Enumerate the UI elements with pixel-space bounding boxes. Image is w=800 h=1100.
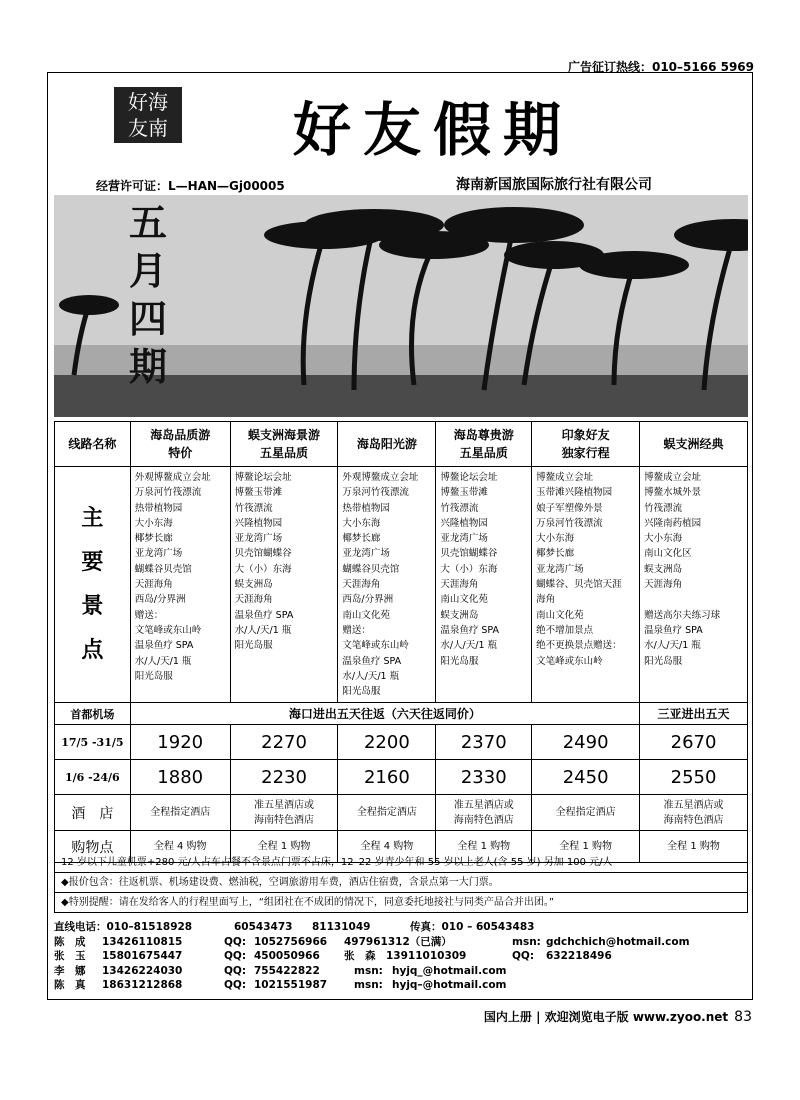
sight-item: 竹筏漂流 (644, 502, 683, 514)
sight-item: 大小东海 (134, 517, 173, 529)
sight-item: 热带植物园 (342, 502, 390, 514)
sight-item: 亚龙湾广场 (134, 548, 183, 560)
price-cell: 2330 (436, 760, 532, 795)
sight-item: 西岛/分界洲 (134, 594, 186, 606)
ad-hotline: 广告征订热线：010–5166 5969 (567, 60, 754, 74)
sight-item: 大（小）东海 (440, 563, 498, 575)
sight-item: 万泉河竹筏漂流 (134, 487, 202, 499)
sight-item: 天涯海角 (440, 579, 479, 591)
page-number: 83 (734, 1009, 752, 1025)
hotel-cell: 准五星酒店或 海南特色酒店 (640, 795, 748, 831)
sight-item: 天涯海角 (342, 579, 381, 591)
price-cell: 2200 (338, 725, 436, 760)
hotline-number: 60543473 (234, 921, 293, 933)
company-name: 海南新国旅国际旅行社有限公司 (456, 177, 652, 193)
sight-item: 娘子军塑像外景 (536, 502, 603, 514)
special-reminder-note: ◆特别提醒：请在发给客人的行程里面写上，“组团社在不成团的情况下，同意委托地接社与同类产品合并出团。” (54, 893, 748, 913)
contacts-section (54, 920, 754, 993)
sights-list (436, 467, 532, 703)
route-header-row (55, 422, 748, 467)
route-header: 蜈支洲经典 (640, 422, 748, 467)
sights-list (130, 467, 230, 703)
sight-item: 绝不更换景点赠送： (536, 640, 622, 652)
sight-item: 文笔峰或东山岭 (134, 624, 202, 636)
shopping-cell: 全程 4 购物 (130, 831, 230, 863)
sights-list (338, 467, 436, 703)
airport-label: 首都机场 (55, 703, 131, 725)
shopping-cell: 全程 1 购物 (640, 831, 748, 863)
sight-item: 海角 (536, 594, 556, 606)
shopping-cell: 全程 1 购物 (436, 831, 532, 863)
sight-item: 绝不增加景点 (536, 624, 594, 636)
issue-vertical-title: 五 月 四 期 (128, 200, 167, 389)
sight-item: 温泉鱼疗 SPA (134, 640, 194, 652)
hotel-cell: 准五星酒店或 海南特色酒店 (436, 795, 532, 831)
sight-item: 南山文化苑 (440, 594, 488, 606)
sight-item: 博鳌论坛会址 (440, 472, 498, 483)
beach-photo (54, 195, 748, 417)
sight-item: 水/人/天/1 瓶 (342, 670, 400, 682)
child-price-note: 12 岁以下儿童机票+280 元/人占车占餐不含景点门票不占床，12–22 岁青少年和 55 岁以上老人(含 55 岁) 另加 100 元/人 (54, 853, 748, 873)
notes-section (54, 853, 748, 913)
sights-list (532, 467, 640, 703)
price-row (55, 725, 748, 760)
sight-item: 温泉鱼疗 SPA (342, 655, 402, 667)
sights-list (640, 467, 748, 703)
price-cell: 2550 (640, 760, 748, 795)
sight-item: 亚龙湾广场 (536, 563, 584, 575)
sight-item: 天涯海角 (234, 594, 273, 606)
sight-item: 博鳌成立会址 (644, 472, 702, 483)
sight-item (644, 592, 743, 607)
sight-item: 水/人/天/1 瓶 (134, 655, 192, 667)
tour-price-table (54, 421, 748, 863)
sanya-header: 三亚进出五天 (640, 703, 748, 725)
sight-item: 亚龙湾广场 (342, 548, 390, 560)
sight-item: 椰梦长廊 (342, 533, 381, 545)
contact-row: 陈 成 13426110815 QQ: 1052756966 497961312（已满） msn: gdchchich@hotmail.com (54, 935, 690, 948)
sight-item: 兴隆植物园 (234, 517, 283, 529)
sights-list (230, 467, 338, 703)
price-cell: 2670 (640, 725, 748, 760)
hotel-cell: 全程指定酒店 (130, 795, 230, 831)
sight-item: 大小东海 (342, 517, 381, 529)
sight-item: 西岛/分界洲 (342, 594, 394, 606)
sight-item: 阳光岛服 (440, 655, 479, 667)
sight-item: 亚龙湾广场 (440, 533, 488, 545)
page-title: 好友假期 (293, 96, 574, 164)
sight-item: 蝴蝶谷贝壳馆 (342, 563, 400, 575)
price-cell: 2270 (230, 725, 338, 760)
sight-item: 博鳌玉带滩 (234, 487, 283, 499)
sight-item: 赠送： (342, 624, 371, 636)
sight-item: 水/人/天/1 瓶 (644, 640, 701, 652)
sight-item: 天涯海角 (134, 579, 173, 591)
shopping-label: 购物点 (55, 831, 131, 863)
sight-item: 博鳌论坛会址 (234, 472, 292, 483)
main-sights-label: 主 要 景 点 (55, 467, 131, 703)
departure-row (55, 703, 748, 725)
sight-item: 兴隆南药植园 (644, 517, 702, 529)
price-includes-note: ◆报价包含：往返机票、机场建设费、燃油税，空调旅游用车费，酒店住宿费，含景点第一大门票。 (54, 873, 748, 893)
hotel-cell: 准五星酒店或 海南特色酒店 (230, 795, 338, 831)
shopping-cell: 全程 1 购物 (230, 831, 338, 863)
sight-item: 博鳌成立会址 (536, 472, 594, 483)
haikou-header: 海口进出五天往返（六天往返同价） (130, 703, 639, 725)
sight-item: 阳光岛服 (134, 670, 173, 682)
sight-item: 蝴蝶谷贝壳馆 (134, 563, 192, 575)
sight-item: 水/人/天/1 瓶 (234, 624, 292, 636)
hotel-row (55, 795, 748, 831)
price-cell: 2160 (338, 760, 436, 795)
price-cell: 1920 (130, 725, 230, 760)
sight-item: 万泉河竹筏漂流 (536, 517, 603, 529)
sight-item: 外观博鳌成立会址 (134, 472, 211, 483)
hotel-cell: 全程指定酒店 (532, 795, 640, 831)
sight-item: 温泉鱼疗 SPA (440, 624, 500, 636)
route-header: 海岛阳光游 (338, 422, 436, 467)
sight-item: 赠送高尔夫练习球 (644, 609, 721, 621)
sight-item: 万泉河竹筏漂流 (342, 487, 409, 499)
sight-item: 椰梦长廊 (536, 548, 575, 560)
sight-item: 蝴蝶谷、贝壳馆天涯 (536, 579, 622, 591)
date-range: 17/5 -31/5 (55, 725, 131, 760)
sight-item: 阳光岛服 (644, 655, 683, 667)
sight-item: 赠送： (134, 609, 164, 621)
sight-item: 阳光岛服 (342, 686, 381, 698)
hotline-row (54, 920, 754, 935)
price-cell: 2370 (436, 725, 532, 760)
contact-row: 陈 真 18631212868 QQ: 1021551987 msn: hyjq–@hotmail.com (54, 979, 507, 991)
contact-row: 张 玉 15801675447 QQ: 450050966 张 森 13911010309 QQ: 632218496 (54, 950, 612, 962)
price-cell: 2230 (230, 760, 338, 795)
sight-item: 玉带滩兴隆植物园 (536, 487, 613, 499)
sight-item: 文笔峰或东山岭 (536, 655, 603, 667)
route-name-header: 线路名称 (55, 422, 131, 467)
sight-item: 竹筏漂流 (234, 502, 273, 514)
sight-item: 文笔峰或东山岭 (342, 640, 409, 652)
price-row (55, 760, 748, 795)
sight-item: 贝壳馆蝴蝶谷 (440, 548, 498, 560)
sight-item: 博鳌水城外景 (644, 487, 702, 499)
contact-row: 李 娜 13426224030 QQ: 755422822 msn: hyjq_@hotmail.com (54, 964, 507, 977)
sight-item: 大小东海 (536, 533, 575, 545)
sight-item: 水/人/天/1 瓶 (440, 640, 498, 652)
sight-item: 蜈支洲岛 (234, 579, 273, 591)
sight-item: 南山文化苑 (342, 609, 390, 621)
sights-row (55, 467, 748, 703)
sight-item: 竹筏漂流 (440, 502, 479, 514)
price-cell: 1880 (130, 760, 230, 795)
sight-item: 贝壳馆蝴蝶谷 (234, 548, 292, 560)
sight-item: 亚龙湾广场 (234, 533, 283, 545)
route-header: 海岛品质游 特价 (130, 422, 230, 467)
shopping-cell: 全程 4 购物 (338, 831, 436, 863)
sight-item: 热带植物园 (134, 502, 183, 514)
sight-item: 阳光岛服 (234, 640, 273, 652)
sight-item: 温泉鱼疗 SPA (644, 624, 703, 636)
sight-item: 蜈支洲岛 (644, 563, 683, 575)
sight-item: 外观博鳌成立会址 (342, 472, 419, 483)
sight-item: 博鳌玉带滩 (440, 487, 488, 499)
footer-text: 国内上册 | 欢迎浏览电子版 www.zyoo.net (483, 1010, 729, 1024)
company-logo: 好海 友南 (114, 87, 182, 143)
sight-item: 天涯海角 (644, 579, 683, 591)
hotel-cell: 全程指定酒店 (338, 795, 436, 831)
hotline-number: 81131049 (312, 921, 371, 933)
sight-item: 兴隆植物园 (440, 517, 488, 529)
ad-frame (47, 72, 753, 1000)
route-header: 蜈支洲海景游 五星品质 (230, 422, 338, 467)
sight-item: 蜈支洲岛 (440, 609, 479, 621)
fax-number: 传真：010 – 60543483 (410, 921, 535, 933)
shopping-cell: 全程 1 购物 (532, 831, 640, 863)
route-header: 海岛尊贵游 五星品质 (436, 422, 532, 467)
sight-item: 椰梦长廊 (134, 533, 173, 545)
hotel-label: 酒 店 (55, 795, 131, 831)
page-footer (484, 1008, 752, 1025)
price-cell: 2450 (532, 760, 640, 795)
price-cell: 2490 (532, 725, 640, 760)
date-range: 1/6 -24/6 (55, 760, 131, 795)
route-header: 印象好友 独家行程 (532, 422, 640, 467)
sight-item: 南山文化区 (644, 548, 692, 560)
license-number: 经营许可证：L—HAN—Gj00005 (96, 179, 285, 193)
sight-item: 大小东海 (644, 533, 683, 545)
sight-item: 大（小）东海 (234, 563, 292, 575)
sight-item: 南山文化苑 (536, 609, 584, 621)
hotline-number: 直线电话：010–81518928 (54, 921, 193, 933)
sight-item: 温泉鱼疗 SPA (234, 609, 294, 621)
